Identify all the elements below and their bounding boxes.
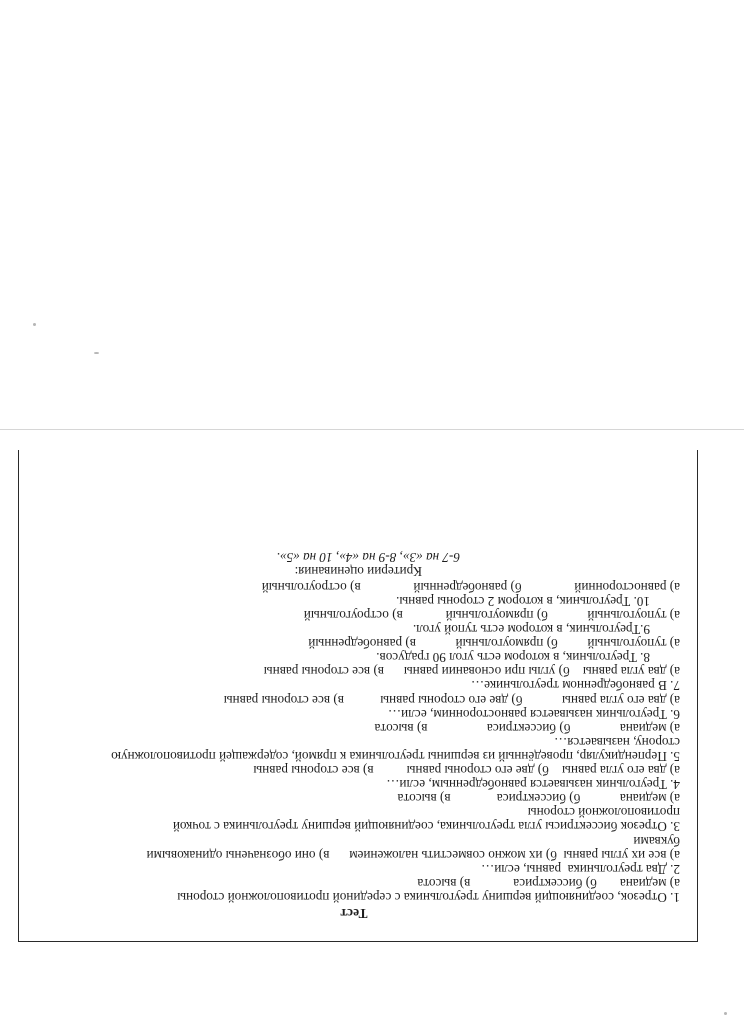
test-line: 8. Треугольник, в котором есть угол 90 градусов. [376,650,650,666]
test-line: а) медиана б) биссектриса в) высота [374,720,680,736]
test-line: Критерии оценивания: [294,563,422,579]
test-line: а) тупоугольный б) прямоугольный в) равнобедренный [308,636,680,652]
test-line: 5. Перпендикуляр, проведённый из вершины треугольника к прямой, содержащей противоположную [111,748,680,764]
test-body [28,550,680,904]
test-line: а) два его угла равны б) две его стороны равны в) все стороны равны [253,763,680,779]
test-line: а) все их углы равны б) их можно совместить наложением в) они обозначены одинаковыми [146,847,680,863]
test-line: противоположной стороны [527,805,680,821]
test-line: а) медиана б) биссектриса в) высота [397,791,680,807]
test-line: а) тупоугольный б) прямоугольный в) остроугольный [303,608,680,624]
test-line: 10. Треугольник, в котором 2 стороны равны. [396,593,650,609]
scan-speck [724,1012,727,1015]
test-line: а) два угла равны б) углы при основании равны в) все стороны равны [263,664,680,680]
test-line: 9.Треугольник, в котором есть тупой угол. [412,622,650,638]
test-line: а) равносторонний б) равнобедренный в) остроугольный [261,579,680,595]
test-title: Тест [340,906,368,921]
scanned-sheet-edge [0,0,744,430]
test-line: 7. В равнобедренном треугольнике… [470,678,680,694]
test-line: сторону, называется… [554,734,680,750]
test-line: 2. Два треугольника равны, если… [481,861,680,877]
scan-speck [94,352,99,354]
test-line: а) два его угла равны б) две его стороны равны в) все стороны равны [223,692,680,708]
test-line: 1. Отрезок, соединяющий вершину треугольника с серединой противоположной стороны [177,889,680,905]
test-line: а) медиана б) биссектриса в) высота [417,875,680,891]
test-line: 3. Отрезок биссектрисы угла треугольника, соединяющий вершину треугольника с точкой [172,819,680,835]
test-line: буквами [633,833,680,849]
frame-border-top [18,941,698,942]
test-line: 4. Треугольник называется равнобедренным, если… [386,777,680,793]
scan-speck [33,323,36,326]
frame-border-right [18,450,19,942]
test-sheet [18,450,698,942]
test-line: 6. Треугольник называется равносторонним, если… [387,706,680,722]
frame-border-left [697,450,698,942]
test-line: 6-7 на «3», 8-9 на «4», 10 на «5». [276,549,460,565]
